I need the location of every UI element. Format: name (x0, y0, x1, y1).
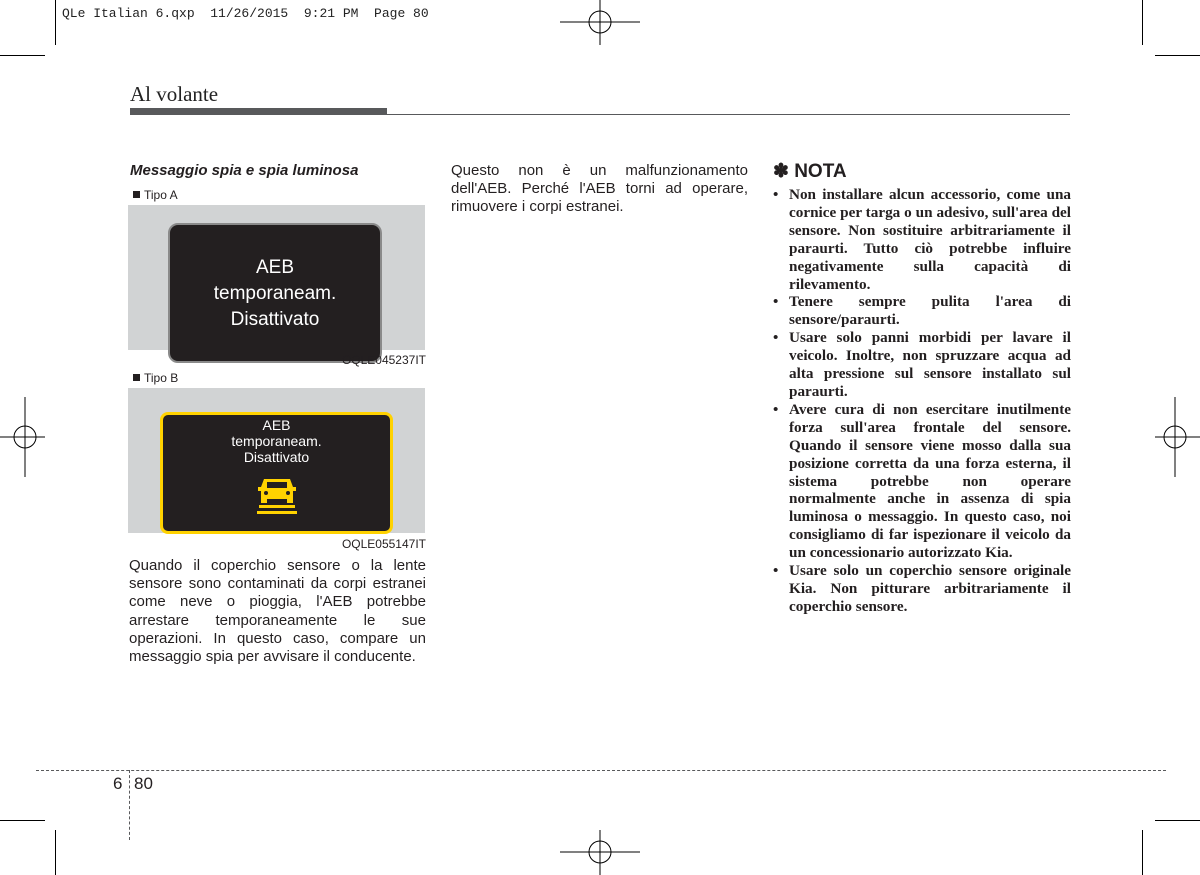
figure-a-label (133, 188, 178, 202)
chapter-number: 6 (113, 774, 123, 793)
cluster-message-a: AEB temporaneam. Disattivato (213, 257, 337, 330)
section-title: Al volante (130, 82, 219, 106)
nota-title: ✽ NOTA (773, 161, 847, 182)
figure-b (128, 388, 425, 533)
header-rule-thick (130, 108, 387, 115)
crop-mark (0, 55, 45, 56)
cluster-message-b: AEB temporaneam. Disattivato (231, 417, 322, 465)
column1-paragraph: Quando il coperchio sensore o la lente sensore sono contaminati da corpi estranei come neve o pioggia, l'AEB potrebbe arrestare temporaneamente le sue operazioni. In questo caso, compare un messaggio spia per avvisare il conducente. (129, 557, 426, 666)
registration-mark-left (0, 397, 45, 477)
crop-mark (1142, 830, 1143, 875)
page-number: 80 (134, 774, 153, 793)
crop-mark (1155, 820, 1200, 821)
nota-item: • Tenere sempre pulita l'area di sensore/paraurti. (773, 293, 1071, 329)
aeb-warning-car-icon (256, 475, 298, 517)
figure-a (128, 205, 425, 350)
figure-b-label-text: Tipo B (144, 371, 179, 385)
nota-item: • Avere cura di non esercitare inutilmente forza sull'area frontale del sensore. Quando il sensore viene mosso dalla sua posizione corretta da una forza esterna, il sistema potrebbe non operare normalmente anche in assenza di spia luminosa o messaggio. In questo caso, noi consigliamo di far ispezionare il veicolo da un concessionario autorizzato Kia. (773, 400, 1071, 562)
registration-mark-bottom (560, 830, 640, 875)
warning-heading: Messaggio spia e spia luminosa (130, 162, 359, 179)
footer-dashed-rule (36, 770, 1166, 771)
square-bullet-icon (133, 191, 140, 198)
column2-paragraph: Questo non è un malfunzionamento dell'AEB. Perché l'AEB torni ad operare, rimuovere i corpi estranei. (451, 162, 748, 216)
figure-a-code: OQLE045237IT (341, 353, 426, 367)
print-slug: QLe Italian 6.qxp 11/26/2015 9:21 PM Page 80 (62, 6, 429, 21)
crop-mark (55, 0, 56, 45)
figure-b-code: OQLE055147IT (341, 537, 426, 551)
crop-mark (55, 830, 56, 875)
crop-mark (1142, 0, 1143, 45)
nota-item: • Non installare alcun accessorio, come una cornice per targa o un adesivo, sull'area del sensore. Non sostituire arbitrariamente il paraurti. Tutto ciò potrebbe influire negativamente sulla capacità di rilevamento. (773, 186, 1071, 293)
figure-b-label (133, 371, 178, 385)
nota-item: • Usare solo panni morbidi per lavare il veicolo. Inoltre, non spruzzare acqua ad alta pressione sul sensore installato sul paraurti. (773, 329, 1071, 400)
footer-dashed-divider (129, 770, 130, 840)
square-bullet-icon (133, 374, 140, 381)
crop-mark (1155, 55, 1200, 56)
nota-list (773, 186, 1071, 616)
registration-mark-right (1155, 397, 1200, 477)
header-rule-thin (387, 114, 1070, 115)
figure-a-label-text: Tipo A (144, 188, 178, 202)
nota-item: • Usare solo un coperchio sensore originale Kia. Non pitturare arbitrariamente il coperchio sensore. (773, 562, 1071, 615)
cluster-display-a (168, 223, 382, 363)
cluster-display-b (160, 412, 393, 534)
crop-mark (0, 820, 45, 821)
registration-mark-top (560, 0, 640, 45)
